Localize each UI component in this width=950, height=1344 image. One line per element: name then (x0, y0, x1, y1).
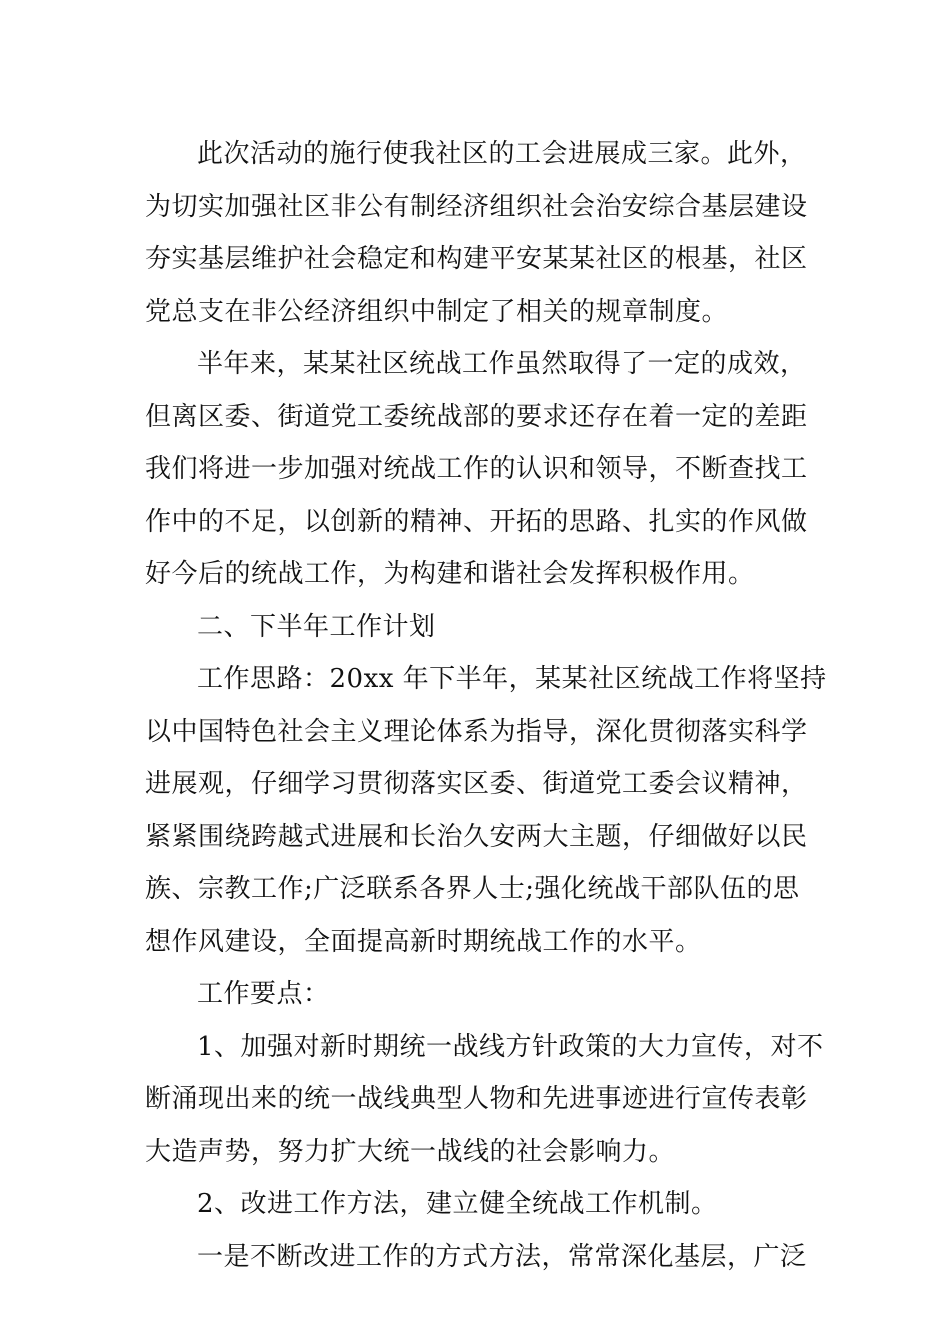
document-body (145, 128, 827, 1283)
text-line: 族、宗教工作;广泛联系各界人士;强化统战干部队伍的思 (145, 874, 800, 904)
section-heading: 二、下半年工作计划 (197, 611, 436, 642)
text-line: 为切实加强社区非公有制经济组织社会治安综合基层建设 (145, 191, 808, 222)
text-line: 此次活动的施行使我社区的工会进展成三家。此外， (197, 139, 807, 169)
text-line: 以中国特色社会主义理论体系为指导，深化贯彻落实科学 (145, 716, 808, 747)
text-line: 想作风建设，全面提高新时期统战工作的水平。 (145, 926, 702, 957)
text-line: 2、改进工作方法，建立健全统战工作机制。 (197, 1189, 718, 1219)
text-line: 1、加强对新时期统一战线方针政策的大力宣传，对不 (197, 1031, 824, 1062)
text-line: 大造声势，努力扩大统一战线的社会影响力。 (145, 1136, 676, 1167)
text-line: 党总支在非公经济组织中制定了相关的规章制度。 (145, 296, 729, 327)
subheading: 工作要点： (197, 979, 330, 1009)
text-line: 但离区委、街道党工委统战部的要求还存在着一定的差距 (145, 401, 808, 432)
text-line: 好今后的统战工作，为构建和谐社会发挥积极作用。 (145, 559, 755, 589)
text-line: 夯实基层维护社会稳定和构建平安某某社区的根基，社区 (145, 244, 808, 274)
text-line: 断涌现出来的统一战线典型人物和先进事迹进行宣传表彰 (145, 1084, 808, 1114)
text-line: 半年来，某某社区统战工作虽然取得了一定的成效， (197, 349, 807, 379)
text-line: 我们将进一步加强对统战工作的认识和领导，不断查找工 (145, 454, 808, 484)
text-line: 工作思路：20xx 年下半年，某某社区统战工作将坚持 (197, 664, 827, 694)
text-line: 作中的不足，以创新的精神、开拓的思路、扎实的作风做 (145, 506, 808, 537)
text-line: 紧紧围绕跨越式进展和长治久安两大主题，仔细做好以民 (145, 821, 808, 852)
text-line: 进展观，仔细学习贯彻落实区委、街道党工委会议精神， (145, 769, 808, 799)
text-line: 一是不断改进工作的方式方法，常常深化基层，广泛 (197, 1241, 807, 1272)
